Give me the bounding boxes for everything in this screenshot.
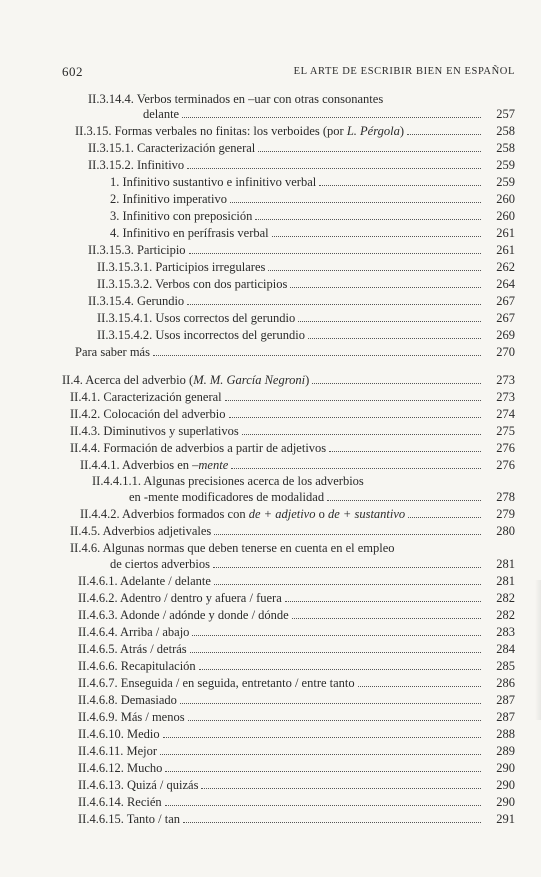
toc-entry[interactable]	[0, 422, 541, 440]
toc-entry-title: II.4.5. Adverbios adjetivales	[70, 524, 212, 538]
dot-leader	[407, 133, 481, 135]
toc-entry-title: II.3.15.4.1. Usos correctos del gerundio	[97, 311, 296, 325]
toc-page-number: 287	[496, 693, 515, 707]
toc-entry[interactable]	[0, 572, 541, 590]
dot-leader	[292, 617, 481, 619]
toc-page-number: 274	[496, 407, 515, 421]
toc-entry-title: II.4.6.11. Mejor	[78, 744, 158, 758]
toc-page-number: 284	[496, 642, 515, 656]
toc-page-number: 281	[496, 557, 515, 571]
toc-entry-title: II.3.15.3.2. Verbos con dos participios	[97, 277, 288, 291]
toc-entry[interactable]	[0, 708, 541, 726]
toc-entry-title: II.3.15.3.1. Participios irregulares	[97, 260, 266, 274]
toc-entry[interactable]	[0, 640, 541, 658]
toc-page-number: 282	[496, 608, 515, 622]
toc-page-number: 275	[496, 424, 515, 438]
toc-page-number: 283	[496, 625, 515, 639]
toc-entry-title: II.4.6.6. Recapitulación	[78, 659, 196, 673]
dot-leader	[182, 116, 481, 118]
toc-entry-line1: II.3.14.4. Verbos terminados en –uar con otras consonantes	[88, 92, 384, 106]
toc-page-number: 290	[496, 778, 515, 792]
dot-leader	[298, 320, 481, 322]
toc-entry-title: II.4.6.10. Medio	[78, 727, 160, 741]
toc-entry[interactable]	[0, 793, 541, 811]
dot-leader	[327, 499, 481, 501]
toc-entry[interactable]	[0, 405, 541, 423]
toc-entry-title: de ciertos adverbios	[110, 557, 210, 571]
toc-page-number: 278	[496, 490, 515, 504]
toc-entry-title: II.3.15.2. Infinitivo	[88, 158, 185, 172]
toc-entry-title: II.4.6.9. Más / menos	[78, 710, 185, 724]
toc-entry-title: II.4.3. Diminutivos y superlativos	[70, 424, 239, 438]
dot-leader	[229, 416, 481, 418]
toc-entry-title: II.4.1. Caracterización general	[70, 390, 222, 404]
dot-leader	[199, 668, 481, 670]
toc-entry[interactable]	[0, 657, 541, 675]
dot-leader	[225, 399, 481, 401]
toc-page-number: 273	[496, 390, 515, 404]
toc-entry[interactable]	[0, 371, 541, 389]
toc-entry[interactable]	[0, 439, 541, 457]
dot-leader	[165, 770, 481, 772]
toc-entry-title: II.3.15.1. Caracterización general	[88, 141, 256, 155]
toc-page-number: 290	[496, 795, 515, 809]
toc-entry-title: II.4.6.1. Adelante / delante	[78, 574, 211, 588]
dot-leader	[285, 600, 481, 602]
dot-leader	[153, 354, 481, 356]
toc-page-number: 276	[496, 441, 515, 455]
toc-entry[interactable]	[0, 623, 541, 641]
dot-leader	[255, 218, 481, 220]
toc-page-number: 262	[496, 260, 515, 274]
toc-page-number: 273	[496, 373, 515, 387]
toc-entry-title: 4. Infinitivo en perífrasis verbal	[110, 226, 269, 240]
toc-page-number: 260	[496, 192, 515, 206]
dot-leader	[187, 303, 481, 305]
dot-leader	[319, 184, 481, 186]
toc-entry[interactable]	[0, 505, 541, 523]
dot-leader	[165, 804, 481, 806]
toc-entry[interactable]	[0, 258, 541, 276]
toc-entry[interactable]	[0, 742, 541, 760]
toc-page-number: 279	[496, 507, 515, 521]
toc-page-number: 282	[496, 591, 515, 605]
toc-page-number: 260	[496, 209, 515, 223]
toc-entry-title: II.4.6.12. Mucho	[78, 761, 163, 775]
toc-page-number: 291	[496, 812, 515, 826]
page-edge-shadow	[535, 580, 541, 720]
dot-leader	[408, 516, 481, 518]
toc-entry[interactable]	[0, 810, 541, 828]
toc-entry[interactable]	[0, 589, 541, 607]
toc-entry-title: II.4.6.3. Adonde / adónde y donde / dónde	[78, 608, 289, 622]
dot-leader	[308, 337, 481, 339]
dot-leader	[183, 821, 481, 823]
toc-page-number: 257	[496, 107, 515, 121]
dot-leader	[163, 736, 481, 738]
toc-entry-title: II.4.6.5. Atrás / detrás	[78, 642, 187, 656]
toc-entry-title: II.4.4. Formación de adverbios a partir de adjetivos	[70, 441, 327, 455]
dot-leader	[190, 651, 481, 653]
toc-entry-title: II.4.6.4. Arriba / abajo	[78, 625, 190, 639]
dot-leader	[187, 167, 481, 169]
running-head: EL ARTE DE ESCRIBIR BIEN EN ESPAÑOL	[293, 66, 515, 77]
toc-entry-title: II.3.15.4.2. Usos incorrectos del gerundio	[97, 328, 305, 342]
toc-page-number: 259	[496, 158, 515, 172]
toc-entry[interactable]	[0, 122, 541, 140]
page-number: 602	[62, 64, 83, 79]
dot-leader	[213, 566, 481, 568]
toc-entry-title: II.4.6.13. Quizá / quizás	[78, 778, 199, 792]
toc-entry[interactable]	[0, 292, 541, 310]
toc-page-number: 287	[496, 710, 515, 724]
toc-page-number: 286	[496, 676, 515, 690]
toc-page-number: 261	[496, 226, 515, 240]
toc-entry[interactable]	[0, 691, 541, 709]
toc-entry-title: II.4.4.2. Adverbios formados con de + adjetivo o de + sustantivo	[80, 507, 406, 521]
dot-leader	[258, 150, 481, 152]
toc-entry[interactable]	[0, 224, 541, 242]
dot-leader	[189, 252, 481, 254]
dot-leader	[230, 201, 481, 203]
toc-entry[interactable]	[0, 555, 541, 573]
dot-leader	[329, 450, 481, 452]
toc-page-number: 261	[496, 243, 515, 257]
toc-entry[interactable]	[0, 488, 541, 506]
toc-entry[interactable]	[0, 522, 541, 540]
toc-entry-title: II.4.6.2. Adentro / dentro y afuera / fuera	[78, 591, 282, 605]
toc-entry[interactable]	[0, 241, 541, 259]
toc-page-number: 270	[496, 345, 515, 359]
dot-leader	[214, 583, 481, 585]
toc-entry-line1: II.4.4.1.1. Algunas precisiones acerca de los adverbios	[92, 474, 364, 488]
toc-page-number: 267	[496, 294, 515, 308]
toc-page-number: 290	[496, 761, 515, 775]
toc-page-number: 285	[496, 659, 515, 673]
toc-entry-title: II.4.6.7. Enseguida / en seguida, entretanto / entre tanto	[78, 676, 355, 690]
toc-entry-title: II.4. Acerca del adverbio (M. M. García Negroni)	[62, 373, 310, 387]
toc-entry-title: II.4.6.14. Recién	[78, 795, 162, 809]
toc-entry[interactable]	[0, 725, 541, 743]
toc-page-number: 276	[496, 458, 515, 472]
toc-entry-title: II.4.6.15. Tanto / tan	[78, 812, 181, 826]
dot-leader	[201, 787, 481, 789]
toc-entry[interactable]	[0, 343, 541, 361]
toc-entry-title: II.4.2. Colocación del adverbio	[70, 407, 226, 421]
toc-entry-title: 3. Infinitivo con preposición	[110, 209, 253, 223]
toc-page-number: 269	[496, 328, 515, 342]
toc-page-number: 289	[496, 744, 515, 758]
toc-entry[interactable]	[0, 207, 541, 225]
toc-entry[interactable]	[0, 326, 541, 344]
toc-entry[interactable]	[0, 275, 541, 293]
toc-entry[interactable]	[0, 759, 541, 777]
toc-entry[interactable]	[0, 388, 541, 406]
toc-entry-title: 1. Infinitivo sustantivo e infinitivo verbal	[110, 175, 317, 189]
toc-page-number: 258	[496, 124, 515, 138]
toc-entry[interactable]	[0, 105, 541, 123]
toc-entry[interactable]	[0, 606, 541, 624]
toc-page-number: 288	[496, 727, 515, 741]
toc-page-number: 281	[496, 574, 515, 588]
toc-page-number: 280	[496, 524, 515, 538]
toc-entry-title: II.3.15. Formas verbales no finitas: los verboides (por L. Pérgola)	[75, 124, 405, 138]
dot-leader	[312, 382, 481, 384]
toc-entry-title: II.4.4.1. Adverbios en –mente	[80, 458, 229, 472]
toc-page-number: 258	[496, 141, 515, 155]
toc-entry[interactable]	[0, 776, 541, 794]
toc-entry[interactable]	[0, 309, 541, 327]
toc-page-number: 267	[496, 311, 515, 325]
toc-entry-title: 2. Infinitivo imperativo	[110, 192, 227, 206]
dot-leader	[268, 269, 481, 271]
toc-entry[interactable]	[0, 190, 541, 208]
toc-entry[interactable]	[0, 173, 541, 191]
dot-leader	[180, 702, 481, 704]
toc-page-number: 264	[496, 277, 515, 291]
toc-entry-line1: II.4.6. Algunas normas que deben tenerse en cuenta en el empleo	[70, 541, 395, 555]
dot-leader	[160, 753, 481, 755]
toc-entry[interactable]	[0, 674, 541, 692]
dot-leader	[192, 634, 481, 636]
dot-leader	[272, 235, 481, 237]
toc-page-number: 259	[496, 175, 515, 189]
toc-entry-title: II.3.15.3. Participio	[88, 243, 186, 257]
toc-entry-title: II.4.6.8. Demasiado	[78, 693, 177, 707]
toc-entry-title: II.3.15.4. Gerundio	[88, 294, 185, 308]
dot-leader	[290, 286, 481, 288]
dot-leader	[214, 533, 481, 535]
toc-entry-title: delante	[143, 107, 180, 121]
toc-entry-title: en -mente modificadores de modalidad	[129, 490, 325, 504]
dot-leader	[231, 467, 481, 469]
dot-leader	[188, 719, 481, 721]
toc-entry[interactable]	[0, 156, 541, 174]
toc-entry-title: Para saber más	[75, 345, 150, 359]
dot-leader	[358, 685, 481, 687]
dot-leader	[242, 433, 481, 435]
toc-entry[interactable]	[0, 139, 541, 157]
